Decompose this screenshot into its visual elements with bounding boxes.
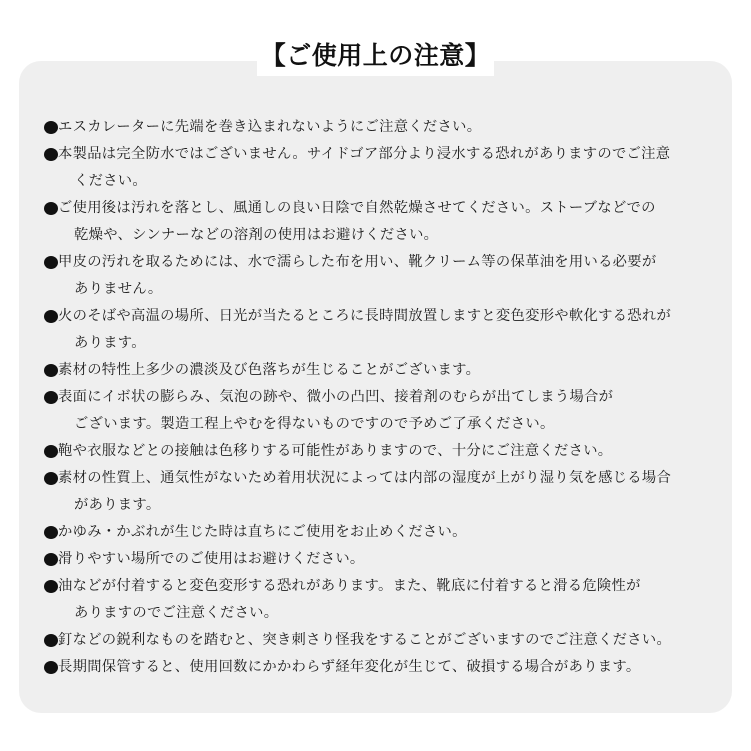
bullet-dot-icon [44, 391, 58, 404]
caution-item [44, 573, 724, 627]
caution-text [58, 384, 724, 438]
caution-text [58, 546, 724, 573]
caution-line: 本製品は完全防水ではございません。サイドゴア部分より浸水する恐れがありますのでご注意 [58, 146, 671, 162]
caution-text [58, 114, 724, 141]
caution-line: 滑りやすい場所でのご使用はお避けください。 [58, 551, 365, 567]
caution-line: 素材の性質上、通気性がないため着用状況によっては内部の湿度が上がり湿り気を感じる場合 [58, 470, 672, 486]
caution-line: 鞄や衣服などとの接触は色移りする可能性がありますので、十分にご注意ください。 [58, 443, 613, 459]
bullet-dot-icon [44, 634, 58, 647]
caution-line: 素材の特性上多少の濃淡及び色落ちが生じることがございます。 [58, 362, 481, 378]
caution-item [44, 384, 724, 438]
bullet-dot-icon [44, 580, 58, 593]
caution-item [44, 141, 724, 195]
caution-text [58, 627, 724, 654]
caution-line-continued: ありません。 [74, 281, 163, 297]
caution-text [58, 654, 724, 681]
caution-text [58, 303, 724, 357]
bullet-dot-icon [44, 364, 58, 377]
bullet-dot-icon [44, 256, 58, 269]
caution-text [58, 438, 724, 465]
bullet-dot-icon [44, 526, 58, 539]
caution-item [44, 195, 724, 249]
caution-item [44, 519, 724, 546]
caution-text [58, 519, 724, 546]
bullet-dot-icon [44, 121, 58, 134]
caution-text [58, 249, 724, 303]
caution-line: 釘などの鋭利なものを踏むと、突き刺さり怪我をすることがございますのでご注意ください。 [58, 632, 672, 648]
bullet-dot-icon [44, 553, 58, 566]
bullet-dot-icon [44, 445, 58, 458]
bullet-dot-icon [44, 310, 58, 323]
caution-item [44, 546, 724, 573]
caution-item [44, 438, 724, 465]
caution-list [44, 114, 724, 681]
caution-item [44, 654, 724, 681]
caution-line: 火のそばや高温の場所、日光が当たるところに長時間放置しますと変色変形や軟化する恐れが [58, 308, 672, 324]
caution-line: 長期間保管すると、使用回数にかかわらず経年変化が生じて、破損する場合があります。 [58, 659, 641, 675]
caution-item [44, 357, 724, 384]
caution-line: 表面にイボ状の膨らみ、気泡の跡や、微小の凸凹、接着剤のむらが出てしまう場合が [58, 389, 614, 405]
page-title-text: 【ご使用上の注意】 [257, 36, 495, 76]
caution-line-continued: ございます。製造工程上やむを得ないものですので予めご了承ください。 [74, 416, 555, 432]
caution-item [44, 114, 724, 141]
caution-line: 甲皮の汚れを取るためには、水で濡らした布を用い、靴クリーム等の保革油を用いる必要が [58, 254, 657, 270]
bullet-dot-icon [44, 472, 58, 485]
caution-item [44, 465, 724, 519]
caution-line: ご使用後は汚れを落とし、風通しの良い日陰で自然乾燥させてください。ストーブなどでの [58, 200, 656, 216]
caution-line-continued: あります。 [74, 335, 146, 351]
bullet-dot-icon [44, 202, 58, 215]
caution-line: かゆみ・かぶれが生じた時は直ちにご使用をお止めください。 [58, 524, 467, 540]
caution-item [44, 627, 724, 654]
caution-item [44, 303, 724, 357]
caution-text [58, 141, 724, 195]
caution-line-continued: ありますのでご注意ください。 [74, 605, 279, 621]
caution-text [58, 465, 724, 519]
caution-item [44, 249, 724, 303]
caution-line-continued: 乾燥や、シンナーなどの溶剤の使用はお避けください。 [74, 227, 439, 243]
caution-text [58, 573, 724, 627]
bullet-dot-icon [44, 661, 58, 674]
caution-line: 油などが付着すると変色変形する恐れがあります。また、靴底に付着すると滑る危険性が [58, 578, 641, 594]
bullet-dot-icon [44, 148, 58, 161]
caution-line-continued: ください。 [74, 173, 147, 189]
caution-text [58, 195, 724, 249]
caution-line-continued: があります。 [74, 497, 161, 513]
caution-text [58, 357, 724, 384]
page-title [0, 36, 751, 76]
caution-line: エスカレーターに先端を巻き込まれないようにご注意ください。 [58, 119, 482, 135]
